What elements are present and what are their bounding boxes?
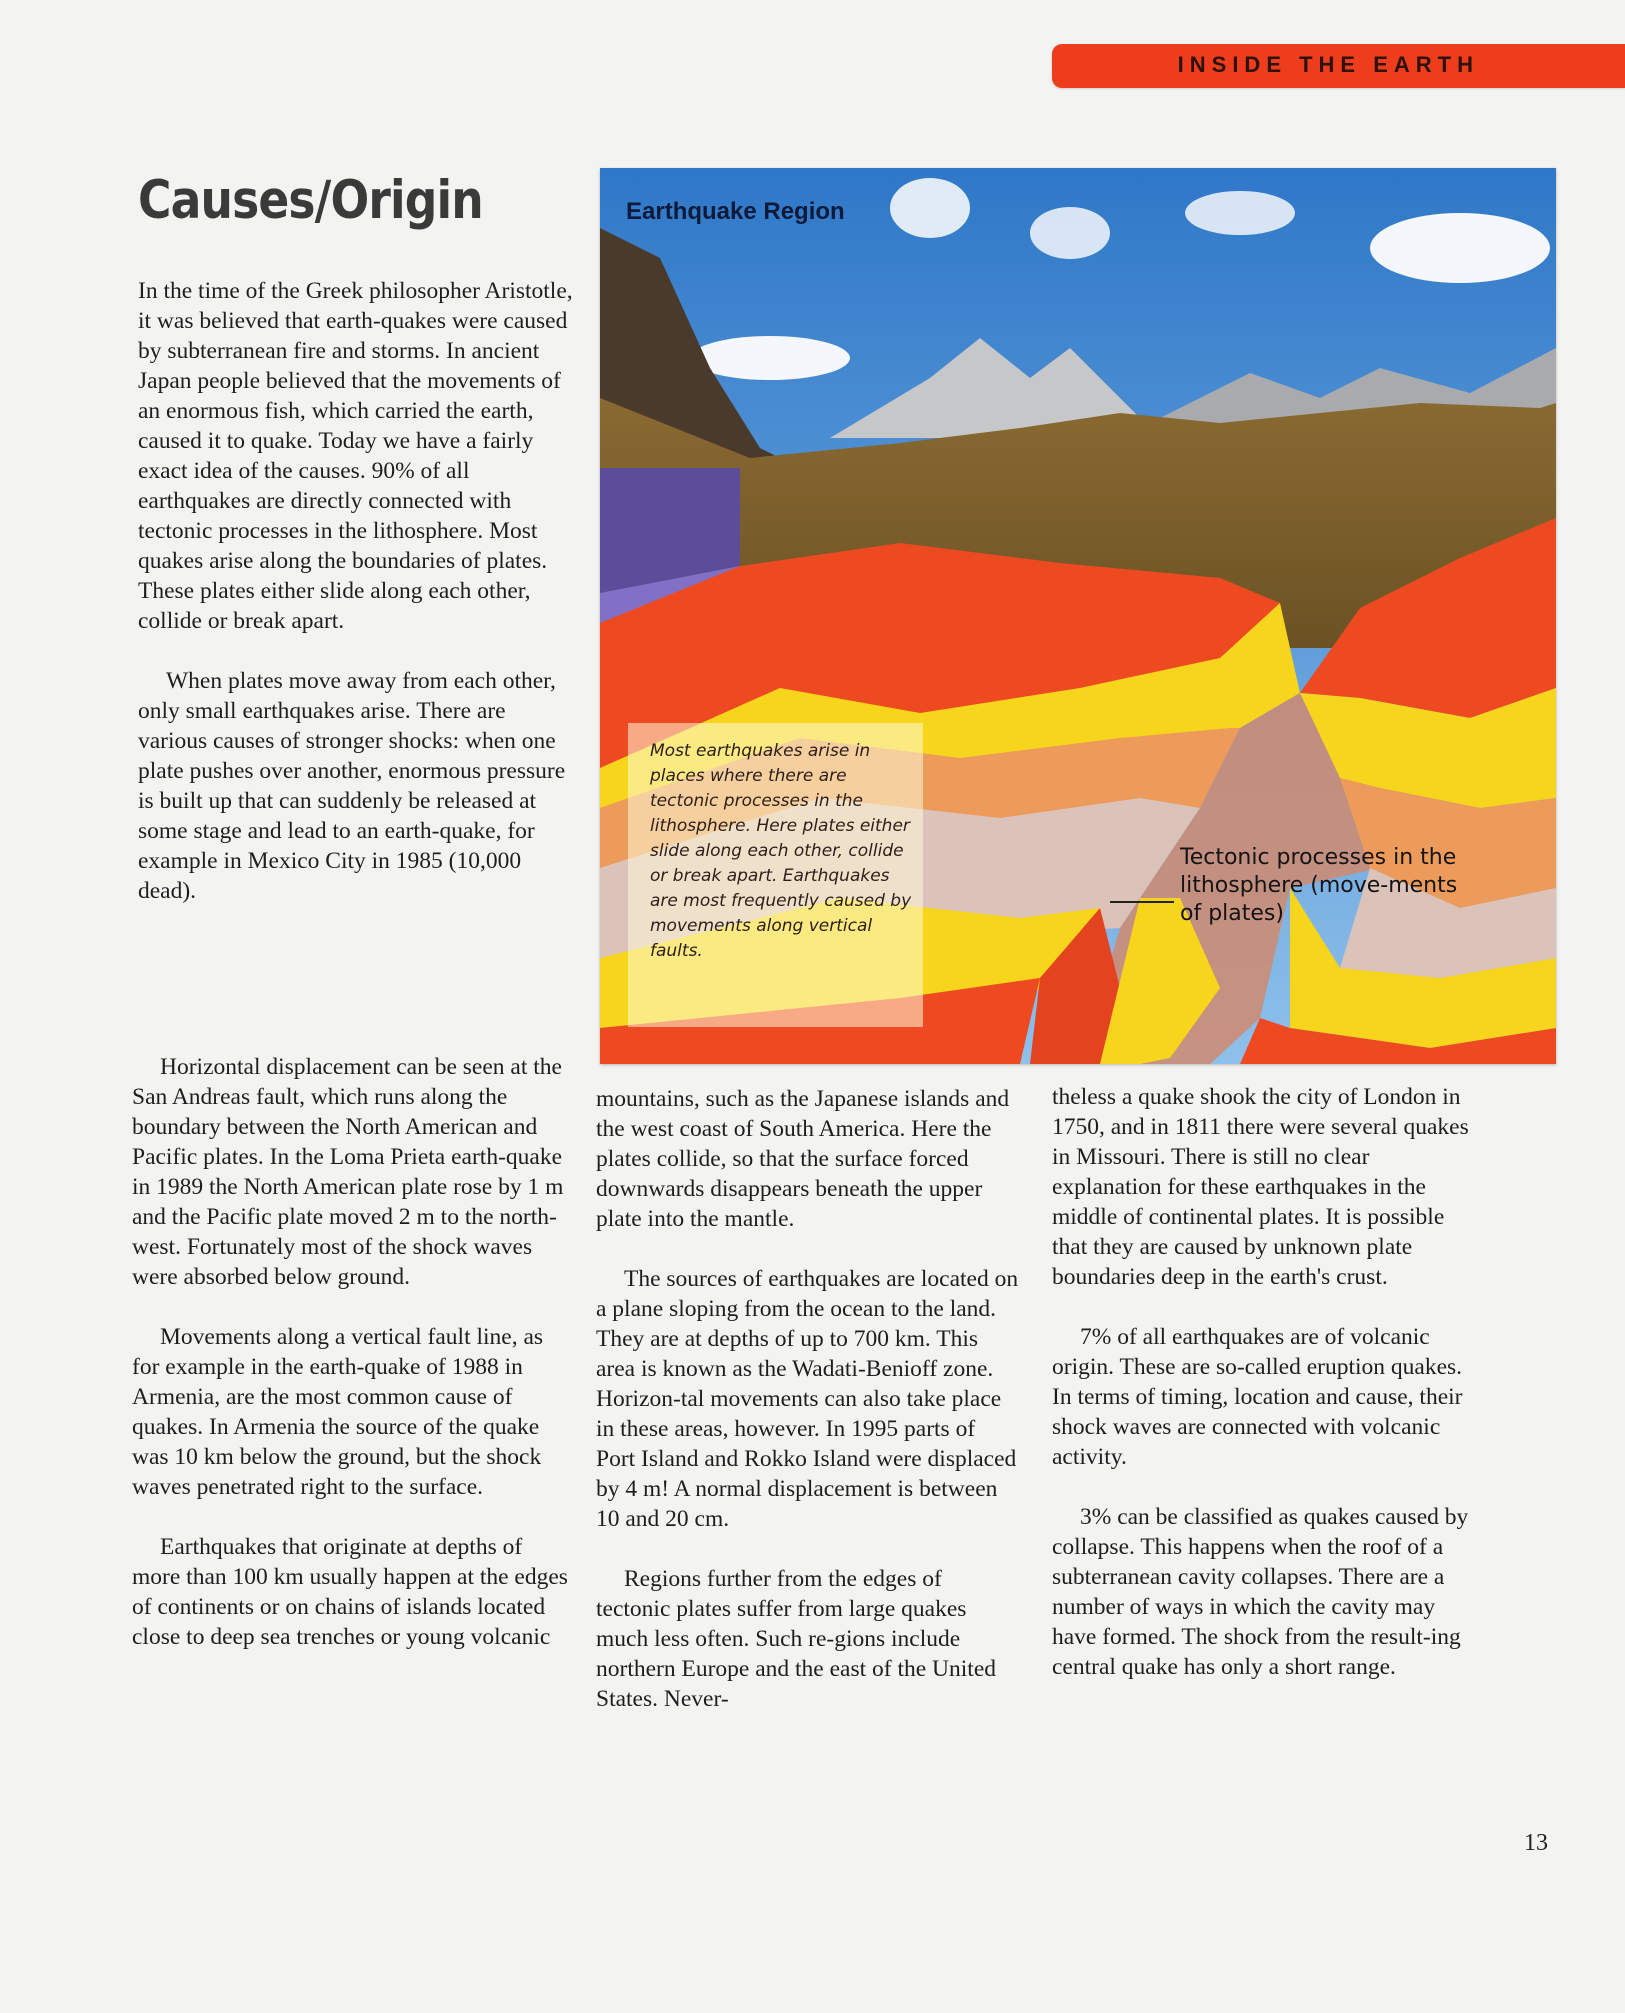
paragraph: The sources of earthquakes are located on a plane sloping from the ocean to the land. They are at depths of up to 700 km. This area is known as the Wadati-Benioff zone. Horizon-tal movements can also take place in these areas, however. In 1995 parts of Port Island and Rokko Island were displaced by 4 m! A normal displacement is between 10 and 20 cm.: [596, 1266, 1019, 1532]
label-leader-line: [1110, 901, 1174, 903]
earthquake-region-figure: [600, 168, 1556, 1064]
paragraph: theless a quake shook the city of London in 1750, and in 1811 there were several quakes in Missouri. There is still no clear explanation for these earthquakes in the middle of continental plates. It is possible that they are caused by unknown plate boundaries deep in the earth's crust.: [1052, 1084, 1469, 1290]
column-1-top: [138, 276, 573, 936]
section-header-label: INSIDE THE EARTH: [1177, 52, 1479, 77]
figure-caption-box: [628, 723, 923, 1027]
cloud: [690, 336, 850, 380]
paragraph: Movements along a vertical fault line, as for example in the earth-quake of 1988 in Armenia, are the most common cause of quakes. In Armenia the source of the quake was 10 km below the ground, but the shock waves penetrated right to the surface.: [132, 1324, 544, 1500]
paragraph: mountains, such as the Japanese islands and the west coast of South America. Here the plates collide, so that the surface forced downwards disappears beneath the upper plate into the mantle.: [596, 1086, 1010, 1232]
paragraph: 7% of all earthquakes are of volcanic origin. These are so-called eruption quakes. In terms of timing, location and cause, their shock waves are connected with volcanic activity.: [1052, 1324, 1463, 1470]
cloud: [1030, 207, 1110, 259]
paragraph: Horizontal displacement can be seen at the San Andreas fault, which runs along the boundary between the North American and Pacific plates. In the Loma Prieta earth-quake in 1989 the North American plate rose by 1 m and the Pacific plate moved 2 m to the north-west. Fortunately most of the shock waves were absorbed below ground.: [132, 1054, 564, 1290]
column-1-bottom: [132, 1052, 568, 1682]
cloud: [1370, 213, 1550, 283]
cloud: [890, 178, 970, 238]
paragraph: When plates move away from each other, only small earthquakes arise. There are various causes of stronger shocks: when one plate pushes over another, enormous pressure is built up that can suddenly be released at some stage and lead to an earth-quake, for example in Mexico City in 1985 (10,000 dead).: [138, 668, 566, 904]
section-header-tab: [1052, 44, 1625, 88]
figure-title: Earthquake Region: [626, 198, 845, 225]
paragraph: Earthquakes that originate at depths of more than 100 km usually happen at the edges of continents or on chains of islands located close to deep sea trenches or young volcanic: [132, 1534, 568, 1650]
figure-caption: Most earthquakes arise in places where there are tectonic processes in the lithosphere. Here plates either slide along each other, collide or break apart. Earthquakes are most frequently caused by movements along vertical faults.: [650, 741, 912, 961]
tectonic-processes-label: Tectonic processes in the lithosphere (move-ments of plates): [1180, 845, 1458, 926]
page-number: 13: [1524, 1830, 1548, 1856]
page-title: Causes/Origin: [138, 170, 483, 231]
paragraph: In the time of the Greek philosopher Aristotle, it was believed that earth-quakes were caused by subterranean fire and storms. In ancient Japan people believed that the movements of an enormous fish, which carried the earth, caused it to quake. Today we have a fairly exact idea of the causes. 90% of all earthquakes are directly connected with tectonic processes in the lithosphere. Most quakes arise along the boundaries of plates. These plates either slide along each other, collide or break apart.: [138, 278, 573, 634]
cloud: [1185, 191, 1295, 235]
column-2: [596, 1084, 1020, 1744]
paragraph: Regions further from the edges of tectonic plates suffer from large quakes much less often. Such re-gions include northern Europe and the east of the United States. Never-: [596, 1566, 997, 1712]
column-3: [1052, 1082, 1482, 1712]
paragraph: 3% can be classified as quakes caused by collapse. This happens when the roof of a subterranean cavity collapses. There are a number of ways in which the cavity may have formed. The shock from the result-ing central quake has only a short range.: [1052, 1504, 1469, 1680]
